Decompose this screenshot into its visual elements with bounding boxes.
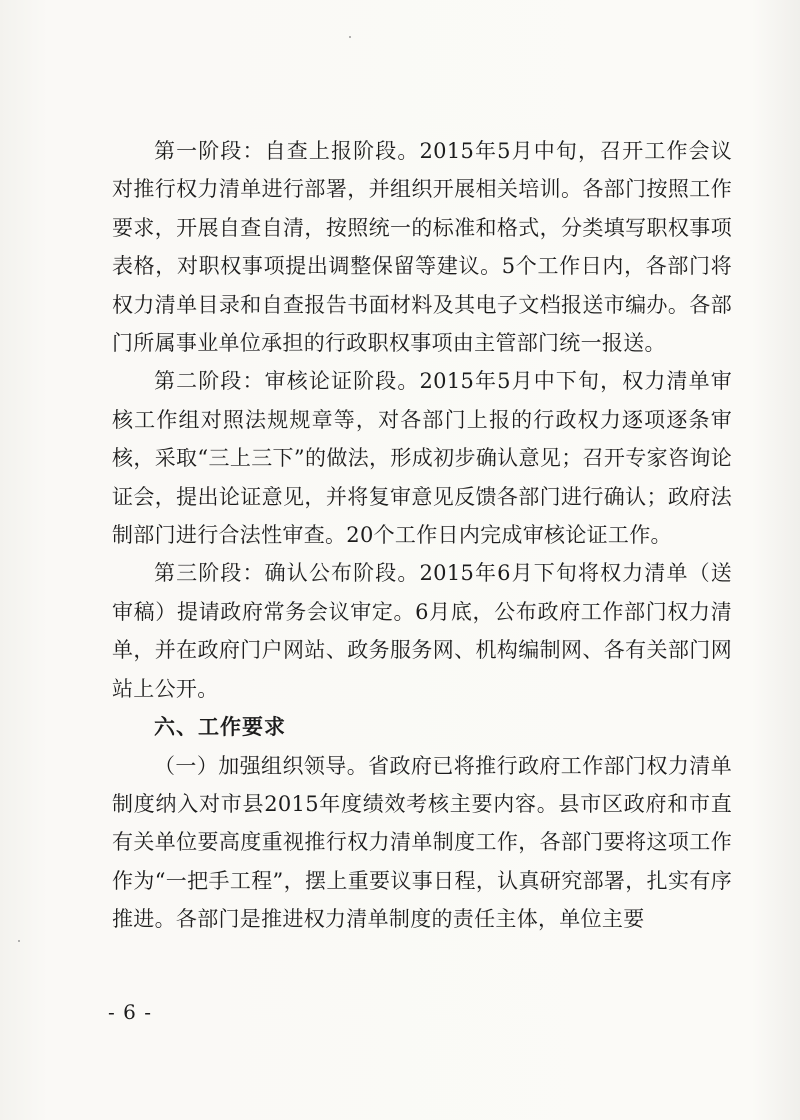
document-body bbox=[112, 132, 732, 939]
scan-speck bbox=[349, 36, 351, 38]
scan-speck bbox=[18, 940, 20, 942]
paragraph-stage-one: 第一阶段：自查上报阶段。2015年5月中旬，召开工作会议对推行权力清单进行部署，并组织开展相关培训。各部门按照工作要求，开展自查自清，按照统一的标准和格式，分类填写职权事项表格，对职权事项提出调整保留等建议。5个工作日内，各部门将权力清单目录和自查报告书面材料及其电子文档报送市编办。各部门所属事业单位承担的行政职权事项由主管部门统一报送。 bbox=[112, 139, 732, 356]
paragraph-organization-leadership: （一）加强组织领导。省政府已将推行政府工作部门权力清单制度纳入对市县2015年度绩效考核主要内容。县市区政府和市直有关单位要高度重视推行权力清单制度工作，各部门要将这项工作作为“一把手工程”，摆上重要议事日程，认真研究部署，扎实有序推进。各部门是推进权力清单制度的责任主体，单位主要 bbox=[112, 753, 732, 932]
page-number: - 6 - bbox=[108, 1000, 152, 1024]
paragraph-stage-three: 第三阶段：确认公布阶段。2015年6月下旬将权力清单（送审稿）提请政府常务会议审定。6月底，公布政府工作部门权力清单，并在政府门户网站、政务服务网、机构编制网、各有关部门网站上公开。 bbox=[112, 561, 732, 701]
paragraph-stage-two: 第二阶段：审核论证阶段。2015年5月中下旬，权力清单审核工作组对照法规规章等，对各部门上报的行政权力逐项逐条审核，采取“三上三下”的做法，形成初步确认意见；召开专家咨询论证会，提出论证意见，并将复审意见反馈各部门进行确认；政府法制部门进行合法性审查。20个工作日内完成审核论证工作。 bbox=[112, 369, 732, 548]
section-heading: 六、工作要求 bbox=[154, 714, 286, 740]
